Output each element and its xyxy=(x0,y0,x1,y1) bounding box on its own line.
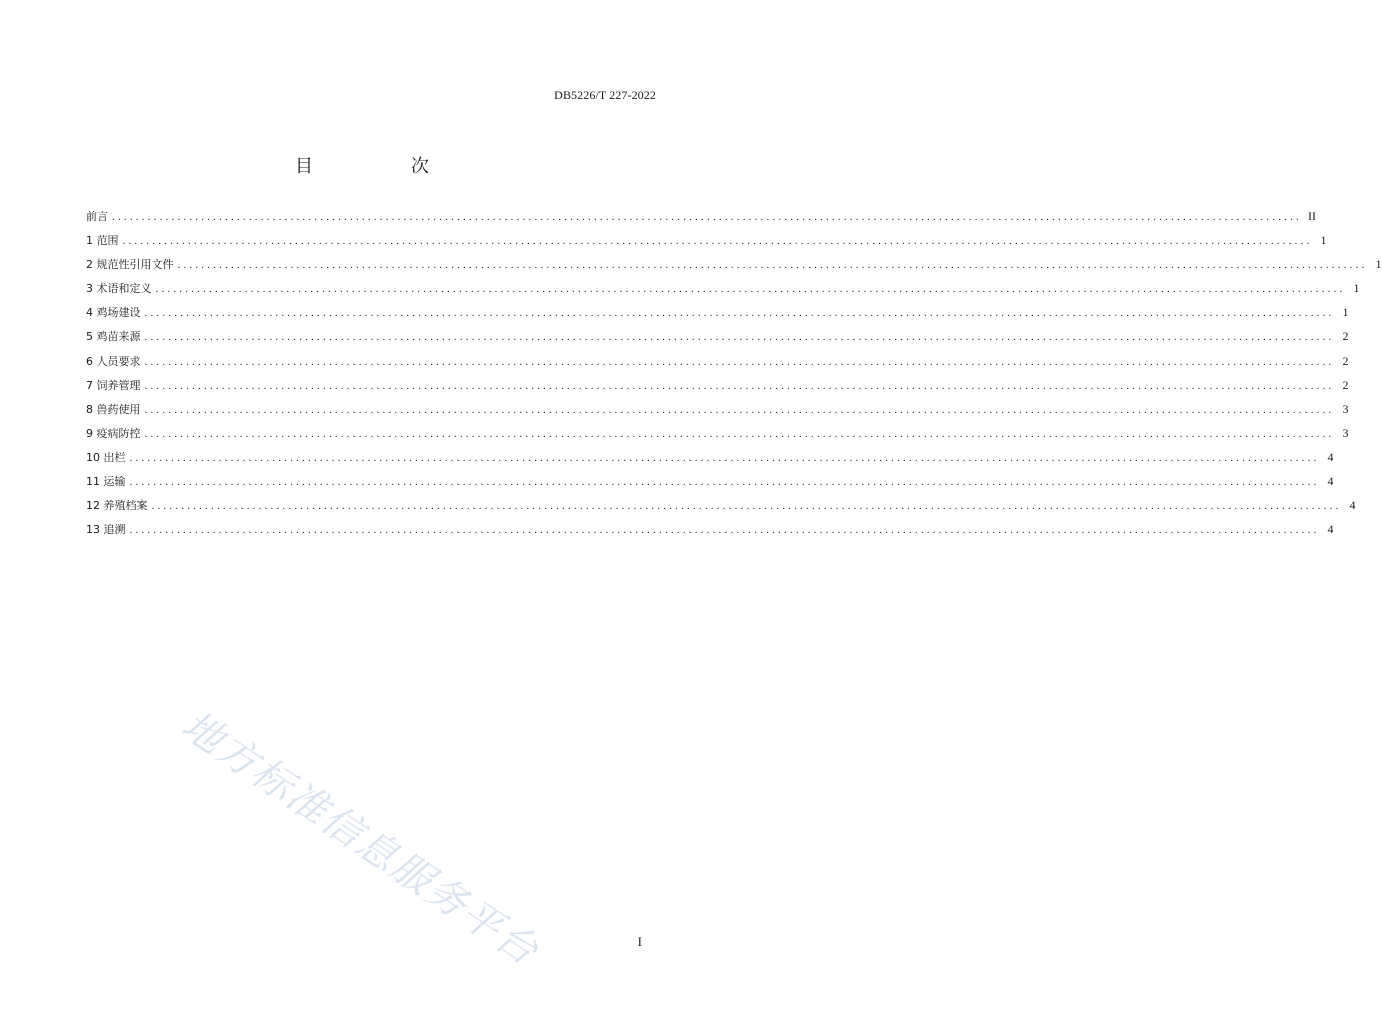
toc-item-page: 2 xyxy=(1342,377,1349,392)
toc-item[interactable] xyxy=(86,497,1356,521)
toc-item-page: 3 xyxy=(1342,401,1349,416)
toc-item-label: 3 术语和定义 xyxy=(86,282,152,296)
toc-item-page: 3 xyxy=(1342,425,1349,440)
toc-item-page: 2 xyxy=(1342,353,1349,368)
toc-item[interactable] xyxy=(86,353,1349,377)
dot-leader: ........................................................................................................................................................................................................ xyxy=(122,235,1313,248)
toc-item-label: 11 运输 xyxy=(86,475,126,489)
toc-item[interactable] xyxy=(86,280,1360,304)
toc-item-label: 9 疫病防控 xyxy=(86,426,141,440)
toc-item-label: 6 人员要求 xyxy=(86,354,141,368)
toc-item-page: 4 xyxy=(1327,449,1334,464)
dot-leader: ........................................................................................................................................................................................................ xyxy=(151,500,1342,513)
dot-leader: ........................................................................................................................................................................................................ xyxy=(144,403,1335,416)
dot-leader: ........................................................................................................................................................................................................ xyxy=(129,524,1320,537)
toc-item-page: 4 xyxy=(1349,498,1356,513)
toc-item[interactable] xyxy=(86,425,1349,449)
toc-item[interactable] xyxy=(86,449,1334,473)
toc-item-page: 1 xyxy=(1375,257,1382,272)
dot-leader: ........................................................................................................................................................................................................ xyxy=(144,427,1335,440)
toc-item[interactable] xyxy=(86,473,1334,497)
toc-item-label: 4 鸡场建设 xyxy=(86,306,141,320)
toc-item[interactable] xyxy=(86,232,1327,256)
toc-item-page: 4 xyxy=(1327,474,1334,489)
toc-item-page: II xyxy=(1308,209,1316,223)
toc-item[interactable] xyxy=(86,208,1316,232)
page-number: I xyxy=(637,934,642,949)
toc-item-page: 2 xyxy=(1342,329,1349,344)
toc-item-label: 12 养殖档案 xyxy=(86,499,148,513)
toc-item-label: 2 规范性引用文件 xyxy=(86,258,174,272)
dot-leader: ........................................................................................................................................................................................................ xyxy=(144,331,1335,344)
toc-item-page: 1 xyxy=(1342,305,1349,320)
toc-item[interactable] xyxy=(86,328,1349,352)
table-of-contents xyxy=(86,208,1382,545)
toc-item-label: 13 追溯 xyxy=(86,523,126,537)
toc-item-label: 5 鸡苗来源 xyxy=(86,330,141,344)
watermark: 地方标准信息服务平台 xyxy=(173,702,548,976)
dot-leader: ........................................................................................................................................................................................................ xyxy=(144,307,1335,320)
toc-item-page: 1 xyxy=(1353,281,1360,296)
toc-item[interactable] xyxy=(86,304,1349,328)
toc-item[interactable] xyxy=(86,256,1382,280)
dot-leader: ........................................................................................................................................................................................................ xyxy=(144,379,1335,392)
dot-leader: ........................................................................................................................................................................................................ xyxy=(112,211,1302,223)
dot-leader: ........................................................................................................................................................................................................ xyxy=(129,451,1320,464)
toc-item[interactable] xyxy=(86,521,1334,545)
dot-leader: ........................................................................................................................................................................................................ xyxy=(144,355,1335,368)
document-code: DB5226/T 227-2022 xyxy=(554,88,656,102)
toc-item-label: 8 兽药使用 xyxy=(86,402,141,416)
dot-leader: ........................................................................................................................................................................................................ xyxy=(129,476,1320,489)
toc-item-label: 10 出栏 xyxy=(86,450,126,464)
toc-item[interactable] xyxy=(86,377,1349,401)
toc-item[interactable] xyxy=(86,401,1349,425)
toc-item-label: 7 饲养管理 xyxy=(86,378,141,392)
toc-item-page: 1 xyxy=(1320,233,1327,248)
dot-leader: ........................................................................................................................................................................................................ xyxy=(177,259,1368,272)
dot-leader: ........................................................................................................................................................................................................ xyxy=(155,283,1346,296)
toc-item-page: 4 xyxy=(1327,522,1334,537)
toc-title: 目 次 xyxy=(295,156,469,177)
toc-item-label: 1 范围 xyxy=(86,234,119,248)
toc-item-label: 前言 xyxy=(86,210,108,223)
